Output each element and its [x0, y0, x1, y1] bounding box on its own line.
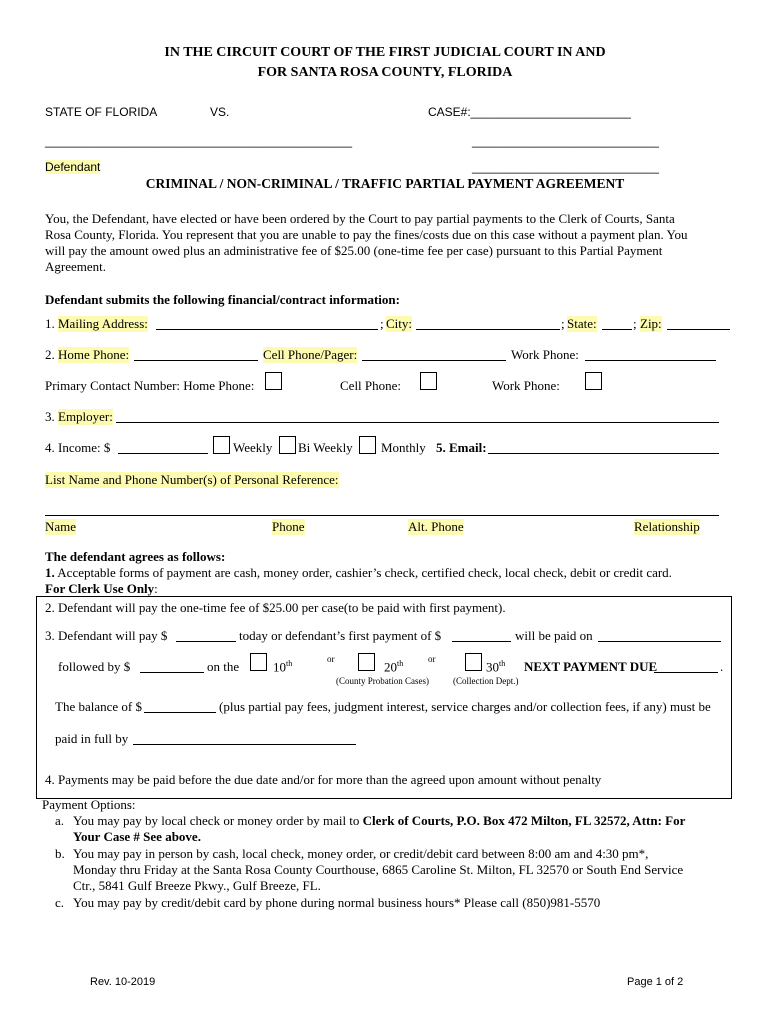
- reference-alt-phone-column: Alt. Phone: [408, 519, 464, 534]
- first-payment-field[interactable]: [452, 641, 511, 642]
- vs-label: VS.: [210, 105, 230, 119]
- agreement-title: CRIMINAL / NON-CRIMINAL / TRAFFIC PARTIAL PAYMENT AGREEMENT: [145, 176, 625, 191]
- balance-text: (plus partial pay fees, judgment interest, service charges and/or collection fees, if any) must be: [219, 699, 711, 714]
- employer-field[interactable]: [116, 422, 719, 423]
- state-label-2: State:: [567, 316, 597, 331]
- primary-cell-label: Cell Phone:: [340, 378, 402, 393]
- next-payment-due-label: NEXT PAYMENT DUE: [524, 659, 658, 674]
- clerk-use-box: [36, 596, 732, 799]
- collection-dept-note: (Collection Dept.): [453, 676, 519, 686]
- primary-work-label: Work Phone:: [492, 378, 560, 393]
- paid-in-full-date-field[interactable]: [133, 744, 356, 745]
- work-phone-field[interactable]: [585, 360, 716, 361]
- agrees-item-1: 1. Acceptable forms of payment are cash, money order, cashier’s check, certified check, local check, debit or credit card.: [45, 565, 672, 580]
- page-number: Page 1 of 2: [627, 976, 684, 988]
- primary-cell-checkbox[interactable]: [420, 372, 437, 390]
- on-the-label: on the: [207, 659, 240, 674]
- home-phone-field[interactable]: [134, 360, 258, 361]
- court-title-line-2: FOR SANTA ROSA COUNTY, FLORIDA: [257, 65, 513, 80]
- option-b-line-2: Monday thru Friday at the Santa Rosa County Courthouse, 6865 Caroline St. Milton, FL 32570 or South End Service: [73, 862, 684, 877]
- day-10-checkbox[interactable]: [250, 653, 267, 671]
- city-label: City:: [386, 316, 413, 331]
- followed-amount-field[interactable]: [140, 672, 204, 673]
- day-20-checkbox[interactable]: [358, 653, 375, 671]
- balance-label: The balance of $: [55, 699, 142, 714]
- or-label-2: or: [428, 654, 436, 664]
- state-label: STATE OF FLORIDA: [45, 105, 158, 119]
- city-field[interactable]: [416, 329, 560, 330]
- agrees-item-3-c: will be paid on: [515, 628, 593, 643]
- agrees-item-4: 4. Payments may be paid before the due date and/or for more than the agreed upon amount without penalty: [45, 772, 602, 787]
- case-line-3[interactable]: ____________________________: [472, 160, 659, 174]
- primary-contact-label: Primary Contact Number: Home Phone:: [45, 378, 255, 393]
- or-label-1: or: [327, 654, 335, 664]
- payment-options-heading: Payment Options:: [42, 797, 136, 812]
- first-payment-date-field[interactable]: [598, 641, 721, 642]
- agreement-text-2: Rosa County, Florida. You represent that you are unable to pay the fines/costs due on this case without a payment plan. You: [45, 227, 688, 242]
- agrees-item-3-a: 3. Defendant will pay $: [45, 628, 168, 643]
- day-30-checkbox[interactable]: [465, 653, 482, 671]
- primary-home-checkbox[interactable]: [265, 372, 282, 390]
- weekly-label: Weekly: [233, 440, 273, 455]
- day-20-label: 20th: [384, 659, 404, 675]
- case-line-2[interactable]: ____________________________: [472, 134, 659, 148]
- cell-phone-field[interactable]: [362, 360, 506, 361]
- work-phone-label: Work Phone:: [511, 347, 579, 362]
- agrees-item-3-b: today or defendant’s first payment of $: [239, 628, 442, 643]
- reference-relationship-column: Relationship: [634, 519, 700, 534]
- option-a-line-2: Your Case # See above.: [73, 829, 201, 844]
- state-field[interactable]: [602, 329, 632, 330]
- primary-work-checkbox[interactable]: [585, 372, 602, 390]
- mailing-address-label: Mailing Address:: [58, 316, 148, 331]
- option-b-line-3: Ctr., 5841 Gulf Breeze Pkwy., Gulf Breeze, FL.: [73, 878, 321, 893]
- references-label: List Name and Phone Number(s) of Personal Reference:: [45, 472, 339, 487]
- next-payment-due-field[interactable]: [654, 672, 718, 673]
- monthly-label: Monthly: [381, 440, 426, 455]
- income-field[interactable]: [118, 453, 208, 454]
- court-title-line-1: IN THE CIRCUIT COURT OF THE FIRST JUDICIAL COURT IN AND: [164, 45, 606, 60]
- email-label: 5. Email:: [436, 440, 487, 455]
- agreement-text-4: Agreement.: [45, 259, 107, 274]
- day-30-label: 30th: [486, 659, 506, 675]
- agrees-item-2: 2. Defendant will pay the one-time fee of $25.00 per case(to be paid with first payment).: [45, 600, 506, 615]
- weekly-checkbox[interactable]: [213, 436, 230, 454]
- home-phone-label: Home Phone:: [58, 347, 130, 362]
- reference-field[interactable]: [45, 515, 719, 516]
- agrees-heading: The defendant agrees as follows:: [45, 549, 226, 564]
- clerk-use-only-label: For Clerk Use Only:: [45, 581, 158, 596]
- revision-label: Rev. 10-2019: [90, 976, 156, 988]
- reference-phone-column: Phone: [272, 519, 305, 534]
- employer-number: 3.: [45, 409, 55, 424]
- cell-phone-label: Cell Phone/Pager:: [263, 347, 358, 362]
- option-b-line-1: You may pay in person by cash, local check, money order, or credit/debit card between 8:00 am and 4:30 pm*,: [73, 846, 649, 861]
- followed-by-label: followed by $: [58, 659, 131, 674]
- biweekly-checkbox[interactable]: [279, 436, 296, 454]
- option-a-line-1: You may pay by local check or money order by mail to Clerk of Courts, P.O. Box 472 Milton, FL 32572, Attn: For: [73, 813, 686, 828]
- day-10-label: 10th: [273, 659, 293, 675]
- zip-field[interactable]: [667, 329, 730, 330]
- employer-label: Employer:: [58, 409, 113, 424]
- agreement-text-1: You, the Defendant, have elected or have been ordered by the Court to pay partial payments to the Clerk of Courts, Santa: [45, 211, 675, 226]
- phone-number-index: 2.: [45, 347, 55, 362]
- mailing-address-field[interactable]: [156, 329, 378, 330]
- mailing-number: 1.: [45, 316, 55, 331]
- financial-info-heading: Defendant submits the following financial/contract information:: [45, 292, 400, 307]
- case-number-field[interactable]: CASE#:________________________: [428, 105, 631, 119]
- defendant-name-line[interactable]: ______________________________________________: [45, 134, 352, 148]
- email-field[interactable]: [488, 453, 719, 454]
- today-amount-field[interactable]: [176, 641, 236, 642]
- defendant-label: Defendant: [45, 160, 101, 174]
- county-probation-note: (County Probation Cases): [336, 676, 429, 686]
- balance-amount-field[interactable]: [144, 712, 216, 713]
- zip-label: Zip:: [640, 316, 662, 331]
- income-label: 4. Income: $: [45, 440, 111, 455]
- monthly-checkbox[interactable]: [359, 436, 376, 454]
- biweekly-label: Bi Weekly: [298, 440, 353, 455]
- option-c-line-1: You may pay by credit/debit card by phone during normal business hours* Please call (850)981-5570: [73, 895, 601, 910]
- reference-name-column: Name: [45, 519, 77, 534]
- agreement-text-3: will pay the amount owed plus an administrative fee of $25.00 (one-time fee per case) pursuant to this Partial Payment: [45, 243, 663, 258]
- paid-in-full-label: paid in full by: [55, 731, 129, 746]
